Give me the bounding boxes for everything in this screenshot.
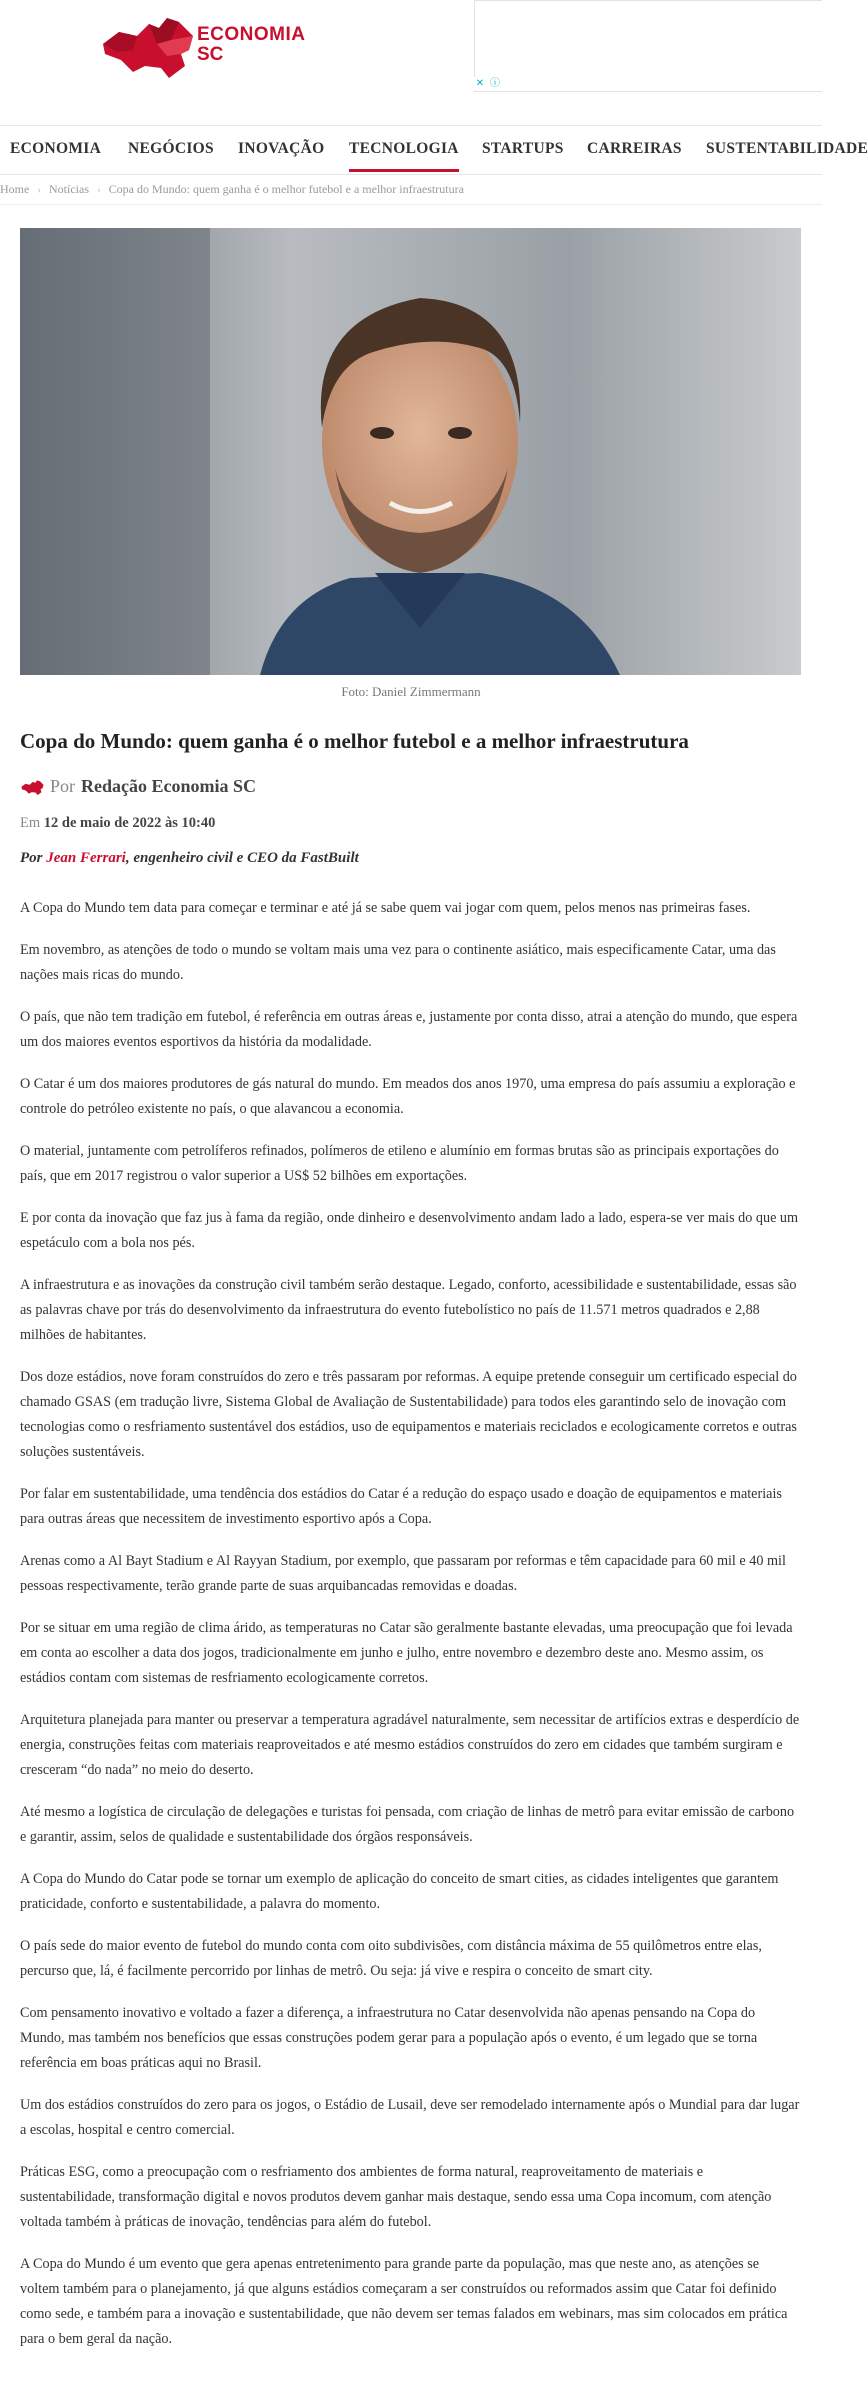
nav-item-carreiras[interactable]: CARREIRAS	[587, 140, 682, 157]
breadcrumb-home[interactable]: Home	[0, 182, 30, 196]
article-paragraph: A Copa do Mundo tem data para começar e terminar e até já se sabe quem vai jogar com quem, pelos menos nas primeiras fases.	[20, 900, 751, 916]
ad-badges	[473, 77, 502, 90]
article-paragraph: A infraestrutura e as inovações da construção civil também serão destaque. Legado, conforto, acessibilidade e sustentabilidade, essas são as palavras chave por trás do desenvolvimento da infraestrutura do evento futebolístico no país de 11.571 metros quadrados e 2,88 milhões de habitantes.	[20, 1277, 797, 1343]
author-line	[20, 776, 256, 797]
byline-prefix: Por	[20, 850, 43, 866]
article-paragraph: Práticas ESG, como a preocupação com o resfriamento dos ambientes de forma natural, reaproveitamento de materiais e sustentabilidade, transformação digital e novos produtos devem ganhar mais destaque, sendo essa uma Copa incomum, com atenção voltada também à práticas de inovação, tendências para além do futebol.	[20, 2164, 772, 2230]
portrait-photo-icon	[20, 228, 801, 675]
breadcrumb-chevron-icon: ›	[37, 183, 41, 196]
article-paragraph: E por conta da inovação que faz jus à fama da região, onde dinheiro e desenvolvimento andam lado a lado, espera-se ver mais do que um espetáculo com a bola nos pés.	[20, 1210, 799, 1251]
article-paragraph: Com pensamento inovativo e voltado a fazer a diferença, a infraestrutura no Catar desenvolvida não apenas pensando na Copa do Mundo, mas também nos benefícios que essas construções podem gerar para a população após o evento, é um legado que se torna referência em boas práticas aqui no Brasil.	[20, 2005, 758, 2071]
article-hero-photo	[20, 228, 801, 675]
article-paragraph: A Copa do Mundo é um evento que gera apenas entretenimento para grande parte da população, mas que neste ano, as atenções se voltem também para o planejamento, já que alguns estádios começaram a ser construídos ou reformados assim que Catar foi definido como sede, e também para a inovação e sustentabilidade, que não devem ser temas falados em webinars, mas sim colocados em prática para o bem geral da nação.	[20, 2256, 788, 2347]
article-paragraph: Dos doze estádios, nove foram construídos do zero e três passaram por reformas. A equipe pretende conseguir um certificado especial do chamado GSAS (em tradução livre, Sistema Global de Avaliação de Sustentabilidade) para todos eles garantindo selo de inovação com tecnologias como o resfriamento sustentável dos estádios, uso de equipamentos e materiais reciclados e ecologicamente corretos e outras soluções sustentáveis.	[20, 1369, 797, 1460]
article-byline	[20, 850, 359, 867]
publish-date	[20, 815, 215, 832]
nav-item-sustentabilidade[interactable]: SUSTENTABILIDADE	[706, 140, 868, 157]
nav-item-negocios[interactable]: NEGÓCIOS	[128, 140, 214, 157]
article-paragraph: O material, juntamente com petrolíferos refinados, polímeros de etileno e alumínio em formas brutas são as principais exportações do país, que em 2017 registrou o valor superior a US$ 52 bilhões em exportações.	[20, 1143, 779, 1184]
nav-item-inovacao[interactable]: INOVAÇÃO	[238, 140, 325, 157]
nav-item-tecnologia[interactable]: TECNOLOGIA	[349, 140, 459, 157]
article-paragraph: Até mesmo a logística de circulação de delegações e turistas foi pensada, com criação de linhas de metrô para evitar emissão de carbono e garantir, assim, selos de qualidade e sustentabilidade dos órgãos responsáveis.	[20, 1804, 795, 1845]
photo-caption: Foto: Daniel Zimmermann	[341, 684, 481, 699]
article-paragraph: Em novembro, as atenções de todo o mundo se voltam mais uma vez para o continente asiático, mais especificamente Catar, uma das nações mais ricas do mundo.	[20, 942, 776, 983]
breadcrumb	[0, 182, 464, 197]
article-paragraph: Um dos estádios construídos do zero para os jogos, o Estádio de Lusail, deve ser remodelado internamente após o Mundial para dar lugar a escolas, hospital e centro comercial.	[20, 2097, 800, 2138]
site-header	[0, 0, 822, 125]
date-value: 12 de maio de 2022 às 10:40	[43, 815, 216, 831]
santa-catarina-map-logo-icon	[97, 10, 195, 80]
logo-wordmark	[197, 25, 306, 65]
ad-info-icon[interactable]: ⓘ	[490, 78, 500, 89]
article-paragraph: Arquitetura planejada para manter ou preservar a temperatura agradável naturalmente, sem necessitar de artifícios extras e desperdício de energia, construções feitas com materiais reaproveitados e até mesmo estádios construídos do zero em cidades que também surgiram e cresceram “do nada” no meio do deserto.	[20, 1712, 800, 1778]
author-name-link[interactable]: Redação Economia SC	[81, 776, 257, 796]
nav-item-startups[interactable]: STARTUPS	[482, 140, 564, 157]
breadcrumb-chevron-icon: ›	[97, 183, 101, 196]
article-paragraph: O país sede do maior evento de futebol do mundo conta com oito subdivisões, com distância máxima de 55 quilômetros entre elas, percurso que, lá, é facilmente percorrido por linhas de metrô. Ou seja: já vive e respira o conceito de smart city.	[20, 1938, 762, 1979]
main-nav	[0, 125, 868, 175]
nav-item-economia[interactable]: ECONOMIA	[10, 140, 102, 157]
article-paragraph: Por se situar em uma região de clima árido, as temperaturas no Catar são geralmente bastante elevadas, uma preocupação que foi levada em conta ao escolher a data dos jogos, tradicionalmente em junho e julho, entre novembro e dezembro deste ano. Mesmo assim, os estádios contam com sistemas de resfriamento ecologicamente corretos.	[20, 1620, 793, 1686]
article-body	[20, 896, 801, 2369]
byline-author-link[interactable]: Jean Ferrari	[46, 850, 126, 866]
logo-line-1: ECONOMIA	[197, 24, 306, 46]
article-card-divider	[0, 204, 822, 205]
logo-line-2: SC	[197, 44, 224, 65]
article-paragraph: O Catar é um dos maiores produtores de gás natural do mundo. Em meados dos anos 1970, uma empresa do país assumiu a exploração e controle do petróleo existente no país, o que alavancou a economia.	[20, 1076, 796, 1117]
breadcrumb-current: Copa do Mundo: quem ganha é o melhor futebol e a melhor infraestrutura	[108, 182, 464, 196]
article-paragraph: A Copa do Mundo do Catar pode se tornar um exemplo de aplicação do conceito de smart cities, as cidades inteligentes que garantem praticidade, conforto e sustentabilidade, a palavra do momento.	[20, 1871, 779, 1912]
author-prefix: Por	[50, 776, 76, 796]
date-prefix: Em	[20, 815, 41, 831]
article-paragraph: Por falar em sustentabilidade, uma tendência dos estádios do Catar é a redução do espaço usado e doação de equipamentos e materiais para outras áreas que necessitem de investimento esportivo após a Copa.	[20, 1486, 782, 1527]
site-logo[interactable]	[97, 10, 307, 80]
article-title: Copa do Mundo: quem ganha é o melhor futebol e a melhor infraestrutura	[20, 729, 689, 753]
ad-banner[interactable]	[474, 0, 822, 92]
ad-close-icon[interactable]: ✕	[473, 77, 487, 90]
breadcrumb-noticias[interactable]: Notícias	[49, 182, 89, 196]
article-paragraph: Arenas como a Al Bayt Stadium e Al Rayyan Stadium, por exemplo, que passaram por reformas e têm capacidade para 60 mil e 40 mil pessoas respectivamente, terão grande parte de suas arquibancadas removidas e doadas.	[20, 1553, 786, 1594]
byline-role: , engenheiro civil e CEO da FastBuilt	[125, 850, 359, 866]
article-paragraph: O país, que não tem tradição em futebol, é referência em outras áreas e, justamente por conta disso, atrai a atenção do mundo, que espera um dos maiores eventos esportivos da história da modalidade.	[20, 1009, 798, 1050]
author-avatar-icon	[20, 778, 44, 796]
